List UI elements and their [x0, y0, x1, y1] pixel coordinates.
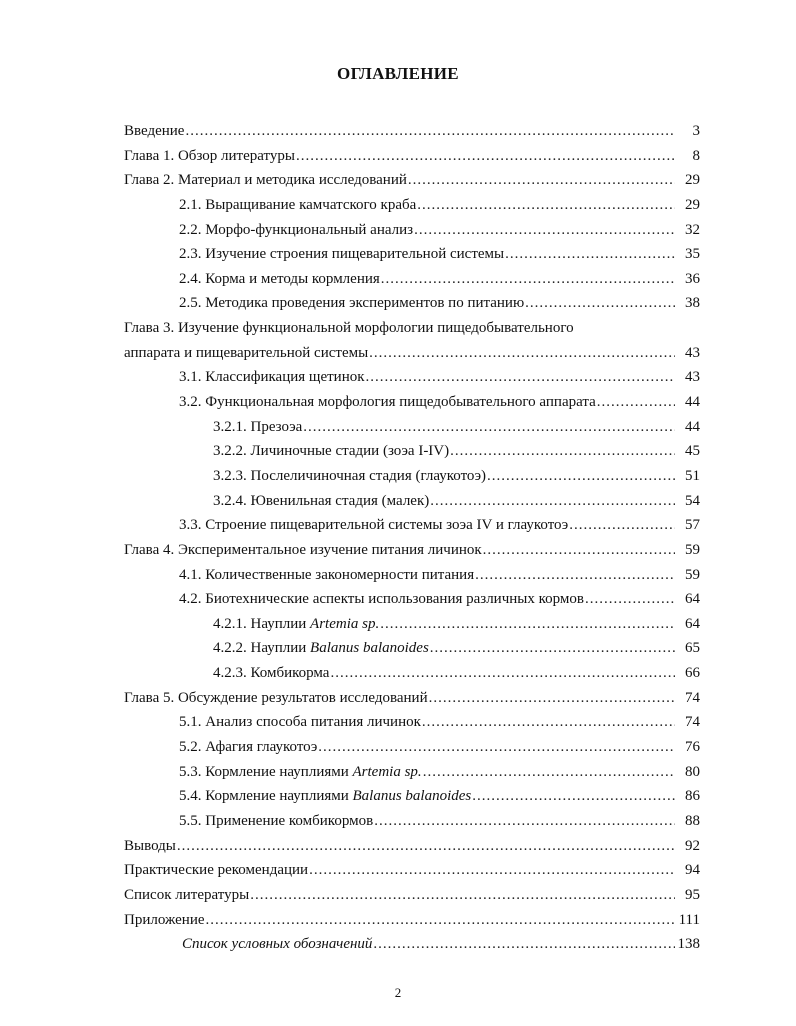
- toc-entry: [0, 513, 796, 538]
- dot-leader: [525, 291, 675, 316]
- toc-entry-page: 64: [685, 591, 700, 608]
- dot-leader: [483, 538, 675, 563]
- toc-entry-page: 92: [685, 837, 700, 854]
- toc-entry-page: 80: [685, 763, 700, 780]
- toc-entry-page: 29: [685, 196, 700, 213]
- dot-leader: [373, 932, 674, 957]
- dot-leader: [408, 168, 675, 193]
- dot-leader: [430, 489, 675, 514]
- toc-entry: [0, 809, 796, 834]
- toc-entry-page: 138: [677, 936, 700, 953]
- toc-entry-label: 3.2.3. Послеличиночная стадия (глаукотоэ): [213, 467, 487, 484]
- dot-leader: [414, 218, 675, 243]
- toc-entry-page: 111: [678, 911, 700, 928]
- toc-entry: [0, 636, 796, 661]
- toc-entry-species: Artemia sp.: [352, 763, 422, 780]
- dot-leader: [430, 636, 675, 661]
- toc-entry-label: 4.2.1. Науплии Artemia sp.: [213, 615, 380, 632]
- toc-entry: [0, 834, 796, 859]
- toc-entry-page: 35: [685, 246, 700, 263]
- toc-entry-label: Глава 4. Экспериментальное изучение питания личинок: [124, 541, 482, 558]
- toc-entry-page: 74: [685, 689, 700, 706]
- toc-entry-page: 76: [685, 739, 700, 756]
- toc-entry-page: 8: [692, 147, 700, 164]
- toc-entry: [0, 710, 796, 735]
- toc-entry-page: 86: [685, 788, 700, 805]
- dot-leader: [597, 390, 675, 415]
- toc-entry-page: 45: [685, 443, 700, 460]
- toc-entry-label: 4.2.3. Комбикорма: [213, 665, 330, 682]
- dot-leader: [309, 858, 675, 883]
- dot-leader: [450, 439, 675, 464]
- toc-entry: [0, 735, 796, 760]
- toc-entry-label: Список литературы: [124, 886, 250, 903]
- toc-entry-page: 36: [685, 270, 700, 287]
- toc-entry-label: 5.1. Анализ способа питания личинок: [179, 714, 421, 731]
- dot-leader: [422, 710, 675, 735]
- dot-leader: [429, 686, 675, 711]
- toc-entry-species: Balanus balanoides: [352, 788, 472, 805]
- toc-entry-label: Глава 5. Обсуждение результатов исследований: [124, 689, 428, 706]
- toc-entry-species: Artemia sp.: [310, 615, 380, 632]
- toc-entry-page: 51: [685, 467, 700, 484]
- table-of-contents: [0, 119, 796, 957]
- dot-leader: [472, 784, 675, 809]
- dot-leader: [487, 464, 675, 489]
- toc-entry-label: Глава 3. Изучение функциональной морфологии пищедобывательного: [124, 320, 574, 337]
- toc-entry: [0, 218, 796, 243]
- toc-entry-label: 4.1. Количественные закономерности питания: [179, 566, 475, 583]
- toc-entry: [0, 242, 796, 267]
- toc-entry-label: 5.3. Кормление науплиями Artemia sp.: [179, 763, 422, 780]
- dot-leader: [569, 513, 675, 538]
- dot-leader: [296, 144, 675, 169]
- dot-leader: [585, 587, 675, 612]
- toc-entry-label: 5.2. Афагия глаукотоэ: [179, 739, 318, 756]
- toc-entry: [0, 193, 796, 218]
- toc-entry-label: 2.1. Выращивание камчатского краба: [179, 196, 417, 213]
- toc-entry: [0, 267, 796, 292]
- toc-entry-page: 43: [685, 344, 700, 361]
- toc-entry-label: 2.2. Морфо-функциональный анализ: [179, 221, 414, 238]
- toc-entry-label: 3.2. Функциональная морфология пищедобывательного аппарата: [179, 394, 596, 411]
- toc-entry-label: Введение: [124, 123, 185, 139]
- toc-entry: [0, 686, 796, 711]
- toc-entry-label: Список условных обозначений: [182, 936, 373, 953]
- toc-entry-page: 57: [685, 517, 700, 534]
- toc-entry-page: 54: [685, 492, 700, 509]
- toc-entry-page: 66: [685, 665, 700, 682]
- toc-entry-label: 3.3. Строение пищеварительной системы зоэа IV и глаукотоэ: [179, 517, 569, 534]
- dot-leader: [369, 341, 675, 366]
- toc-entry: [0, 365, 796, 390]
- toc-entry-label: 4.2. Биотехнические аспекты использования различных кормов: [179, 591, 584, 608]
- dot-leader: [505, 242, 675, 267]
- dot-leader: [318, 735, 675, 760]
- toc-entry-label: 3.1. Классификация щетинок: [179, 369, 365, 386]
- toc-entry: [0, 587, 796, 612]
- dot-leader: [206, 908, 675, 933]
- toc-entry: [0, 390, 796, 415]
- toc-entry-page: 59: [685, 541, 700, 558]
- toc-entry: [0, 784, 796, 809]
- dot-leader: [417, 193, 675, 218]
- toc-entry: [0, 489, 796, 514]
- toc-entry-page: 3: [692, 123, 700, 139]
- dot-leader: [177, 834, 675, 859]
- toc-entry-page: 74: [685, 714, 700, 731]
- dot-leader: [250, 883, 675, 908]
- toc-entry-page: 95: [685, 886, 700, 903]
- toc-entry-page: 43: [685, 369, 700, 386]
- toc-entry: [0, 908, 796, 933]
- dot-leader: [185, 119, 675, 144]
- toc-entry-label: 5.5. Применение комбикормов: [179, 812, 374, 829]
- toc-entry: [0, 439, 796, 464]
- dot-leader: [475, 563, 675, 588]
- toc-entry-label: 3.2.2. Личиночные стадии (зоэа I-IV): [213, 443, 450, 460]
- toc-entry: [0, 612, 796, 637]
- toc-entry-label: 2.5. Методика проведения экспериментов по питанию: [179, 295, 525, 312]
- toc-entry-page: 64: [685, 615, 700, 632]
- toc-entry: [0, 464, 796, 489]
- toc-entry-species: Balanus balanoides: [310, 640, 429, 657]
- toc-entry-label: Приложение: [124, 911, 205, 928]
- toc-entry-page: 32: [685, 221, 700, 238]
- toc-entry-label: 4.2.2. Науплии Balanus balanoides: [213, 640, 429, 657]
- dot-leader: [366, 365, 675, 390]
- toc-entry-label: Выводы: [124, 837, 176, 854]
- dot-leader: [303, 415, 675, 440]
- toc-entry: [0, 563, 796, 588]
- toc-entry-label: Глава 1. Обзор литературы: [124, 147, 295, 164]
- toc-entry-label: 2.4. Корма и методы кормления: [179, 270, 380, 287]
- toc-entry: [0, 341, 796, 366]
- toc-entry-page: 44: [685, 394, 700, 411]
- toc-entry-page: 94: [685, 862, 700, 879]
- toc-entry: [0, 883, 796, 908]
- toc-entry-label: аппарата и пищеварительной системы: [124, 344, 369, 361]
- toc-entry-page: 44: [685, 418, 700, 435]
- toc-entry-label: 3.2.1. Презоэа: [213, 418, 303, 435]
- page-number: 2: [394, 985, 402, 1000]
- toc-entry: [0, 661, 796, 686]
- toc-entry-label: 5.4. Кормление науплиями Balanus balanoides: [179, 788, 472, 805]
- dot-leader: [374, 809, 675, 834]
- toc-entry: [0, 760, 796, 785]
- toc-entry: [0, 316, 796, 341]
- toc-entry: [0, 144, 796, 169]
- toc-entry: [0, 168, 796, 193]
- toc-entry-label: 2.3. Изучение строения пищеварительной системы: [179, 246, 505, 263]
- dot-leader: [381, 267, 675, 292]
- toc-entry-label: 3.2.4. Ювенильная стадия (малек): [213, 492, 430, 509]
- toc-entry-label: Практические рекомендации: [124, 862, 309, 879]
- toc-entry: [0, 858, 796, 883]
- toc-entry: [0, 538, 796, 563]
- toc-entry: [0, 291, 796, 316]
- toc-entry: [0, 119, 796, 144]
- toc-entry-page: 38: [685, 295, 700, 312]
- dot-leader: [423, 760, 675, 785]
- page-title: ОГЛАВЛЕНИЕ: [337, 64, 459, 83]
- toc-entry-label: Глава 2. Материал и методика исследований: [124, 172, 407, 189]
- toc-entry-page: 65: [685, 640, 700, 657]
- dot-leader: [330, 661, 675, 686]
- toc-entry: [0, 932, 796, 957]
- toc-entry-page: 88: [685, 812, 700, 829]
- toc-entry: [0, 415, 796, 440]
- toc-entry-page: 29: [685, 172, 700, 189]
- toc-entry-page: 59: [685, 566, 700, 583]
- dot-leader: [380, 612, 675, 637]
